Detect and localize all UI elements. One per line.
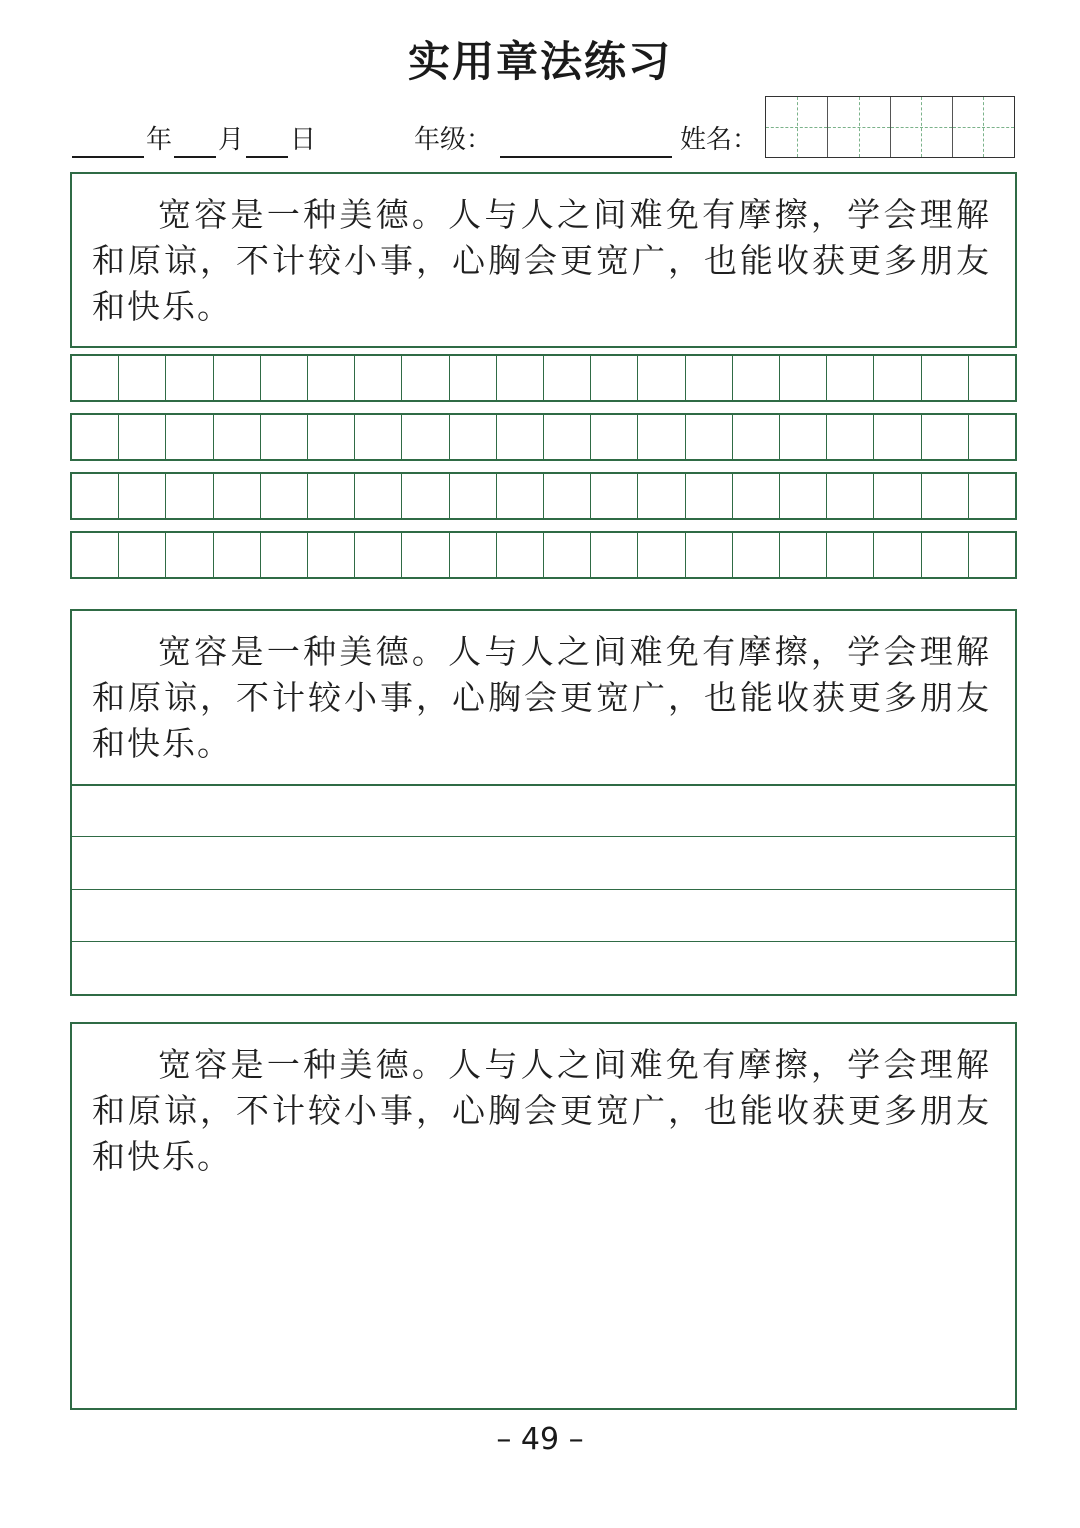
character-grid-cell[interactable] (119, 356, 166, 400)
character-grid-row[interactable] (70, 472, 1017, 520)
character-grid-cell[interactable] (922, 356, 969, 400)
character-grid-cell[interactable] (544, 356, 591, 400)
name-grid-cell[interactable] (766, 97, 828, 157)
character-grid-cell[interactable] (827, 415, 874, 459)
character-grid-cell[interactable] (497, 415, 544, 459)
passage-box-3[interactable] (70, 1022, 1017, 1410)
character-grid-cell[interactable] (402, 415, 449, 459)
character-grid-cell[interactable] (638, 356, 685, 400)
character-grid-cell[interactable] (544, 415, 591, 459)
character-grid-cell[interactable] (591, 356, 638, 400)
character-grid-cell[interactable] (308, 533, 355, 577)
character-grid-cell[interactable] (497, 356, 544, 400)
character-grid-cell[interactable] (591, 415, 638, 459)
character-grid-cell[interactable] (119, 474, 166, 518)
character-grid-row[interactable] (70, 354, 1017, 402)
passage-box-2 (70, 609, 1017, 786)
character-grid-cell[interactable] (922, 474, 969, 518)
character-grid-cell[interactable] (874, 415, 921, 459)
model-passage: 宽容是一种美德。人与人之间难免有摩擦，学会理解和原谅，不计较小事，心胸会更宽广，也能收获更多朋友和快乐。 (92, 195, 991, 326)
character-grid-cell[interactable] (308, 474, 355, 518)
character-grid-cell[interactable] (450, 474, 497, 518)
character-grid-cell[interactable] (261, 415, 308, 459)
character-grid-cell[interactable] (355, 533, 402, 577)
character-grid-cell[interactable] (686, 474, 733, 518)
character-grid-cell[interactable] (261, 533, 308, 577)
month-label: 月 (218, 125, 245, 155)
character-grid-cell[interactable] (780, 415, 827, 459)
character-grid-cell[interactable] (261, 356, 308, 400)
character-grid-cell[interactable] (827, 474, 874, 518)
character-grid-cell[interactable] (214, 415, 261, 459)
character-grid-cell[interactable] (591, 533, 638, 577)
character-grid-cell[interactable] (72, 533, 119, 577)
character-grid-row[interactable] (70, 531, 1017, 579)
character-grid-cell[interactable] (497, 533, 544, 577)
character-grid-cell[interactable] (497, 474, 544, 518)
grade-label: 年级： (414, 125, 493, 155)
year-blank[interactable] (72, 156, 144, 158)
name-grid-cell[interactable] (828, 97, 890, 157)
character-grid-cell[interactable] (450, 415, 497, 459)
character-grid-cell[interactable] (166, 474, 213, 518)
character-grid-cell[interactable] (638, 533, 685, 577)
character-grid-cell[interactable] (119, 415, 166, 459)
character-grid-cell[interactable] (827, 533, 874, 577)
day-label: 日 (290, 125, 317, 155)
character-grid-cell[interactable] (214, 474, 261, 518)
character-grid-cell[interactable] (402, 474, 449, 518)
character-grid-cell[interactable] (450, 533, 497, 577)
character-grid-cell[interactable] (922, 533, 969, 577)
character-grid-cell[interactable] (780, 533, 827, 577)
name-label: 姓名： (680, 125, 759, 155)
character-grid-cell[interactable] (638, 474, 685, 518)
character-grid-cell[interactable] (827, 356, 874, 400)
ruled-writing-area[interactable] (70, 784, 1017, 996)
character-grid-cell[interactable] (874, 533, 921, 577)
character-grid-cell[interactable] (686, 356, 733, 400)
character-grid-cell[interactable] (355, 415, 402, 459)
name-grid-cell[interactable] (953, 97, 1014, 157)
character-grid-cell[interactable] (166, 415, 213, 459)
page-title: 实用章法练习 (407, 37, 672, 86)
character-grid-cell[interactable] (874, 474, 921, 518)
day-blank[interactable] (246, 156, 288, 158)
character-grid-cell[interactable] (119, 533, 166, 577)
character-grid-cell[interactable] (969, 533, 1015, 577)
character-grid-cell[interactable] (402, 356, 449, 400)
character-grid-cell[interactable] (214, 356, 261, 400)
character-grid-cell[interactable] (733, 415, 780, 459)
character-grid-cell[interactable] (166, 356, 213, 400)
character-grid-cell[interactable] (72, 356, 119, 400)
character-grid-cell[interactable] (686, 533, 733, 577)
passage-box-1 (70, 172, 1017, 348)
character-grid-cell[interactable] (72, 415, 119, 459)
ruled-line (72, 889, 1015, 890)
character-grid-cell[interactable] (780, 474, 827, 518)
character-grid-cell[interactable] (72, 474, 119, 518)
character-grid-cell[interactable] (780, 356, 827, 400)
character-grid-cell[interactable] (874, 356, 921, 400)
character-grid-cell[interactable] (969, 474, 1015, 518)
character-grid-cell[interactable] (308, 415, 355, 459)
character-grid-cell[interactable] (733, 533, 780, 577)
character-grid-cell[interactable] (969, 415, 1015, 459)
year-label: 年 (146, 125, 173, 155)
character-grid-cell[interactable] (591, 474, 638, 518)
character-grid-cell[interactable] (355, 474, 402, 518)
model-passage: 宽容是一种美德。人与人之间难免有摩擦，学会理解和原谅，不计较小事，心胸会更宽广，也能收获更多朋友和快乐。 (92, 632, 991, 763)
character-grid-cell[interactable] (355, 356, 402, 400)
character-grid-cell[interactable] (450, 356, 497, 400)
name-grid-cell[interactable] (891, 97, 953, 157)
name-writing-grid[interactable] (765, 96, 1015, 158)
character-grid-cell[interactable] (214, 533, 261, 577)
character-grid-cell[interactable] (544, 474, 591, 518)
character-grid-cell[interactable] (544, 533, 591, 577)
character-grid-cell[interactable] (733, 474, 780, 518)
character-grid-cell[interactable] (733, 356, 780, 400)
grade-blank[interactable] (500, 156, 672, 158)
model-passage: 宽容是一种美德。人与人之间难免有摩擦，学会理解和原谅，不计较小事，心胸会更宽广，也能收获更多朋友和快乐。 (92, 1045, 991, 1176)
character-grid-row[interactable] (70, 413, 1017, 461)
ruled-line (72, 941, 1015, 942)
character-grid-cell[interactable] (922, 415, 969, 459)
character-grid-cell[interactable] (686, 415, 733, 459)
character-grid-cell[interactable] (402, 533, 449, 577)
character-grid-cell[interactable] (166, 533, 213, 577)
page-number: – 49 – (496, 1422, 584, 1457)
character-grid-cell[interactable] (308, 356, 355, 400)
month-blank[interactable] (174, 156, 216, 158)
character-grid-cell[interactable] (638, 415, 685, 459)
character-grid-cell[interactable] (969, 356, 1015, 400)
character-grid-cell[interactable] (261, 474, 308, 518)
ruled-line (72, 836, 1015, 837)
